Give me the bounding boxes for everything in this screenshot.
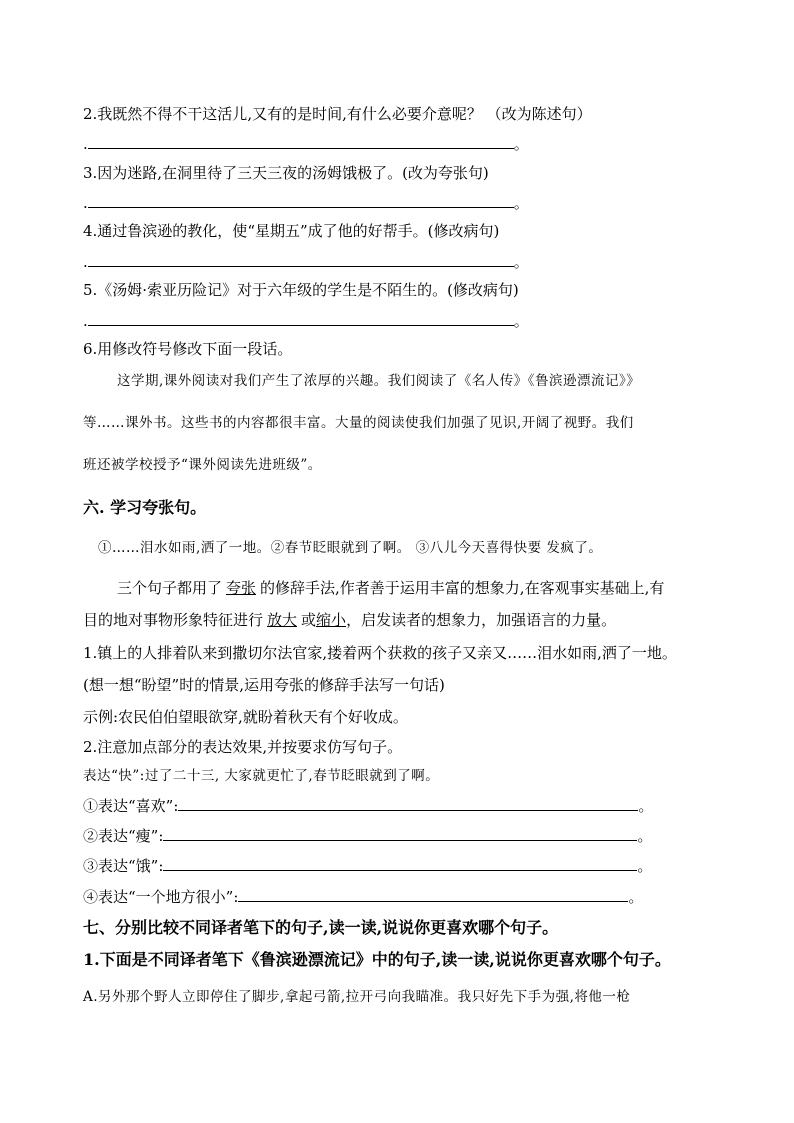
question-2: 2.我既然不得不干这活儿,又有的是时间,有什么必要介意呢？ （改为陈述句） <box>83 105 592 123</box>
answer-blank[interactable] <box>88 252 514 267</box>
answer-end: 。 <box>513 135 529 153</box>
para-text: 或 <box>301 611 317 629</box>
section-6-question-2: 2.注意加点部分的表达效果,并按要求仿写句子。 <box>83 738 403 756</box>
section-6-sample: 表达“快”:过了二十三, 大家就更忙了,春节眨眼就到了啊。 <box>83 768 440 784</box>
para-text: 目的地对事物形象特征进行 <box>83 611 264 629</box>
imitate-item-3[interactable] <box>83 856 652 876</box>
imitate-item-2[interactable] <box>83 826 652 846</box>
section-7-question-1: 1.下面是不同译者笔下《鲁滨逊漂流记》中的句子,读一读,说说你更喜欢哪个句子。 <box>83 950 671 969</box>
item-label: ①表达“喜欢”: <box>83 797 179 815</box>
question-6: 6.用修改符号修改下面一段话。 <box>83 340 293 358</box>
item-label: ③表达“饿”: <box>83 857 164 875</box>
section-6-example: 示例:农民伯伯望眼欲穿,就盼着秋天有个好收成。 <box>83 708 408 726</box>
fill-blank-1[interactable]: 夸张 <box>226 579 257 597</box>
answer-blank[interactable] <box>163 856 637 871</box>
answer-line-2[interactable] <box>83 134 529 154</box>
item-end: 。 <box>637 827 653 845</box>
answer-lead: . <box>83 312 88 330</box>
answer-blank[interactable] <box>88 134 514 149</box>
item-label: ④表达“一个地方很小”: <box>83 888 239 906</box>
question-5: 5.《汤姆·索亚历险记》对于六年级的学生是不陌生的。(修改病句) <box>83 281 519 299</box>
item-end: 。 <box>628 888 644 906</box>
answer-end: 。 <box>513 312 529 330</box>
answer-blank[interactable] <box>238 887 628 902</box>
section-6-examples: ①……泪水如雨,洒了一地。②春节眨眼就到了啊。 ③八儿今天喜得快要 发疯了。 <box>98 540 603 556</box>
answer-blank[interactable] <box>163 826 637 841</box>
para-text: 三个句子都用了 <box>117 579 223 597</box>
answer-blank[interactable] <box>88 193 514 208</box>
answer-lead: . <box>83 194 88 212</box>
answer-end: 。 <box>513 194 529 212</box>
item-label: ②表达“瘦”: <box>83 827 164 845</box>
passage-line-2: 等……课外书。这些书的内容都很丰富。大量的阅读使我们加强了见识,开阔了视野。我们 <box>83 415 634 431</box>
answer-blank[interactable] <box>178 796 638 811</box>
answer-blank[interactable] <box>88 311 514 326</box>
imitate-item-4[interactable] <box>83 887 643 907</box>
section-6-para-1 <box>117 578 664 598</box>
answer-line-4[interactable] <box>83 252 529 272</box>
section-6-question-1: 1.镇上的人排着队来到撒切尔法官家,搂着两个获救的孩子又亲又……泪水如雨,洒了一地。 <box>83 644 677 662</box>
para-text: 的修辞手法,作者善于运用丰富的想象力,在客观事实基础上,有 <box>260 579 665 597</box>
section-7-option-a: A.另外那个野人立即停住了脚步,拿起弓箭,拉开弓向我瞄准。我只好先下手为强,将他一枪 <box>83 989 631 1005</box>
item-end: 。 <box>638 797 654 815</box>
answer-lead: . <box>83 253 88 271</box>
section-6-title: 六. 学习夸张句。 <box>83 498 207 517</box>
answer-line-5[interactable] <box>83 311 529 331</box>
para-text: ，启发读者的想象力，加强语言的力量。 <box>346 611 617 629</box>
answer-line-3[interactable] <box>83 193 529 213</box>
section-6-para-2 <box>83 610 616 630</box>
section-6-question-1-hint: (想一想“盼望”时的情景,运用夸张的修辞手法写一句话) <box>83 676 445 694</box>
item-end: 。 <box>637 857 653 875</box>
passage-line-3: 班还被学校授予“课外阅读先进班级”。 <box>83 457 322 473</box>
question-4: 4.通过鲁滨逊的教化，使“星期五”成了他的好帮手。(修改病句) <box>83 222 500 240</box>
answer-lead: . <box>83 135 88 153</box>
passage-line-1: 这学期,课外阅读对我们产生了浓厚的兴趣。我们阅读了《名人传》《鲁滨逊漂流记》》 <box>117 373 641 389</box>
imitate-item-1[interactable] <box>83 796 653 816</box>
answer-end: 。 <box>513 253 529 271</box>
fill-blank-3[interactable]: 缩小 <box>316 611 347 629</box>
fill-blank-2[interactable]: 放大 <box>267 611 298 629</box>
question-3: 3.因为迷路,在洞里待了三天三夜的汤姆饿极了。(改为夸张句) <box>83 164 489 182</box>
section-7-title: 七、分别比较不同译者笔下的句子,读一读,说说你更喜欢哪个句子。 <box>83 918 559 937</box>
